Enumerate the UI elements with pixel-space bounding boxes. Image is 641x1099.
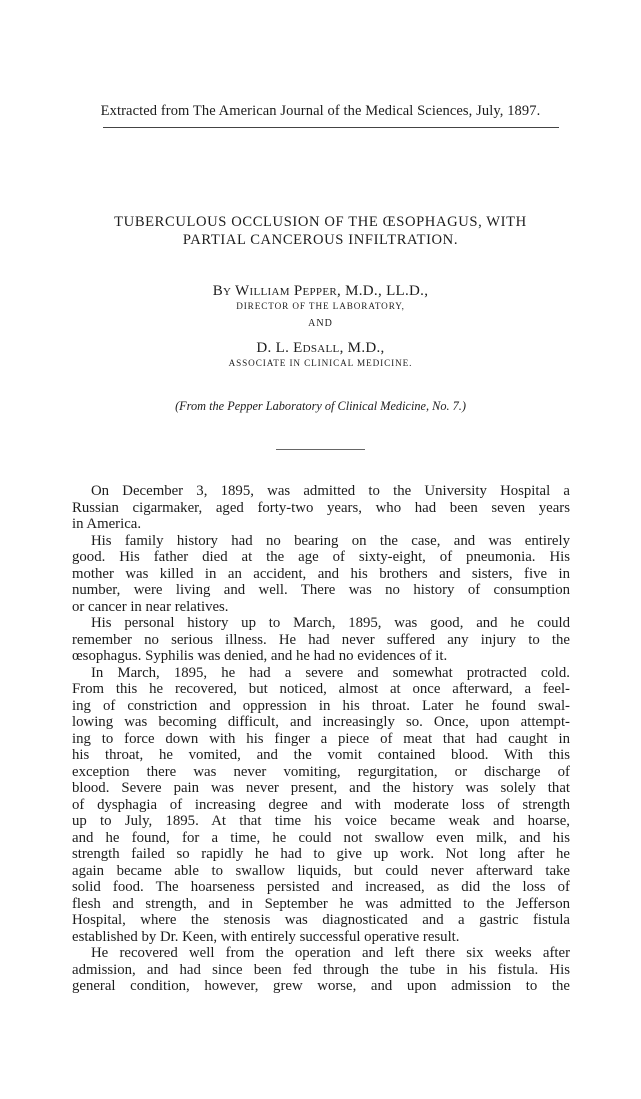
body-line: his throat, he vomited, and the vomit contained blood. With this <box>72 747 570 763</box>
body-line: admission, and had since been fed through the tube in his fistula. His <box>72 961 570 978</box>
body-line: remember no serious illness. He had never suffered any injury to the <box>72 631 570 648</box>
body-line: flesh and strength, and in September he was admitted to the Jefferson <box>72 895 570 912</box>
body-line: number, were living and well. There was no history of consumption <box>72 582 570 598</box>
laboratory-note: (From the Pepper Laboratory of Clinical Medicine, No. 7.) <box>175 399 466 413</box>
body-line: From this he recovered, but noticed, almost at once afterward, a feel- <box>72 681 570 697</box>
body-line: and he found, for a time, he could not swallow even milk, and his <box>72 829 570 846</box>
article-body <box>72 483 570 995</box>
title-line-2: PARTIAL CANCEROUS INFILTRATION. <box>182 232 459 248</box>
title-line-1: TUBERCULOUS OCCLUSION OF THE ŒSOPHAGUS, WITH <box>114 214 527 230</box>
body-line: general condition, however, grew worse, and upon admission to the <box>72 978 570 994</box>
body-line: In March, 1895, he had a severe and somewhat protracted cold. <box>91 664 570 681</box>
body-line: established by Dr. Keen, with entirely successful operative result. <box>72 928 460 945</box>
header-rule <box>103 127 559 128</box>
body-line: He recovered well from the operation and left there six weeks after <box>91 945 570 961</box>
body-line: His family history had no bearing on the case, and was entirely <box>91 532 570 549</box>
author-1-byline: By William Pepper, M.D., LL.D., <box>212 283 429 299</box>
body-line: or cancer in near relatives. <box>72 598 229 615</box>
body-line: solid food. The hoarseness persisted and increased, as did the loss of <box>72 879 570 895</box>
body-line: good. His father died at the age of sixty-eight, of pneumonia. His <box>72 549 570 565</box>
author-2-role: ASSOCIATE IN CLINICAL MEDICINE. <box>228 358 413 368</box>
body-line: ing of constriction and oppression in his throat. Later he found swal- <box>72 697 570 714</box>
body-line: Hospital, where the stenosis was diagnosticated and a gastric fistula <box>72 912 570 928</box>
body-line: His personal history up to March, 1895, was good, and he could <box>91 615 570 631</box>
body-line: strength failed so rapidly he had to give up work. Not long after he <box>72 846 570 862</box>
body-line: up to July, 1895. At that time his voice became weak and hoarse, <box>72 813 570 829</box>
body-line: Russian cigarmaker, aged forty-two years, who had been seven years <box>72 499 570 516</box>
section-rule <box>276 449 365 450</box>
body-line: exception there was never vomiting, regurgitation, or discharge of <box>72 763 570 780</box>
author-2-byline: D. L. Edsall, M.D., <box>256 340 385 356</box>
article-title <box>40 213 601 249</box>
body-line: mother was killed in an accident, and his brothers and sisters, five in <box>72 565 570 582</box>
body-line: blood. Severe pain was never present, and the history was solely that <box>72 780 570 796</box>
body-line: lowing was becoming difficult, and increasingly so. Once, upon attempt- <box>72 714 570 730</box>
body-line: œsophagus. Syphilis was denied, and he had no evidences of it. <box>72 648 448 664</box>
journal-source-line: Extracted from The American Journal of the Medical Sciences, July, 1897. <box>100 103 541 119</box>
body-line: ing to force down with his finger a piece of meat that had caught in <box>72 730 570 747</box>
body-line: in America. <box>72 516 142 532</box>
author-1-role: DIRECTOR OF THE LABORATORY, <box>236 301 405 311</box>
body-line: of dysphagia of increasing degree and with moderate loss of strength <box>72 796 570 813</box>
body-line: again became able to swallow liquids, but could never afterward take <box>72 862 570 879</box>
and-separator: AND <box>308 318 333 329</box>
body-line: On December 3, 1895, was admitted to the University Hospital a <box>91 483 570 499</box>
